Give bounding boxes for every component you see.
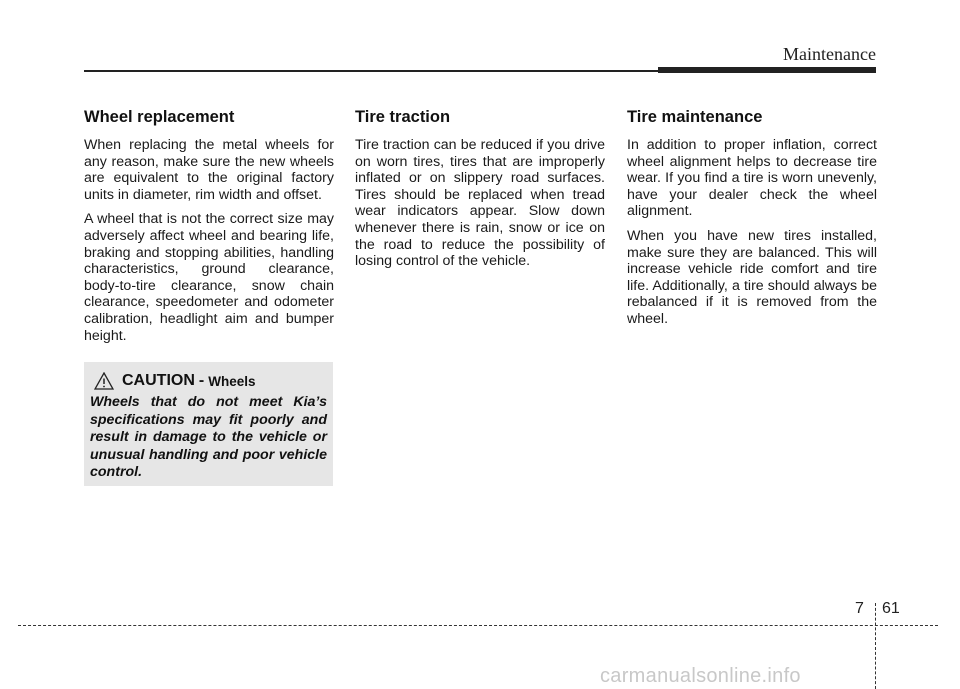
header-rule-accent (658, 67, 876, 73)
caution-box (84, 362, 333, 486)
tire-traction-heading: Tire traction (355, 108, 451, 126)
watermark: carmanualsonline.info (600, 665, 801, 687)
tire-maintenance-heading: Tire maintenance (627, 108, 763, 126)
wheel-replacement-heading: Wheel replacement (84, 108, 235, 126)
caution-subject: Wheels (208, 373, 256, 389)
tire-maintenance-paragraph: When you have new tires installed, make sure they are balanced. This will increase vehicle ride comfort and tire life. Additionally, a tire should always be rebalanced if it is removed from the wheel. (627, 227, 877, 327)
page-section-title: Maintenance (783, 44, 876, 64)
tire-traction-paragraph: Tire traction can be reduced if you drive on worn tires, tires that are improperly inflated or on slippery road surfaces. Tires should be replaced when tread wear indicators appear. Slow down whenever there is rain, snow or ice on the road to reduce the possibility of losing control of the vehicle. (355, 137, 605, 270)
caution-separator: - (198, 372, 205, 389)
warning-triangle-icon (94, 372, 114, 390)
tire-maintenance-paragraph: In addition to proper inflation, correct wheel alignment helps to decrease tire wear. If you find a tire is worn unevenly, have your dealer check the wheel alignment. (627, 137, 877, 220)
caution-label: CAUTION (122, 372, 195, 389)
column-wheel-replacement (84, 108, 334, 352)
footer-divider (875, 603, 876, 689)
chapter-number: 7 (855, 600, 864, 617)
wheel-replacement-paragraph: When replacing the metal wheels for any reason, make sure the new wheels are equivalent to the original factory units in diameter, rim width and offset. (84, 137, 334, 203)
column-tire-maintenance (627, 108, 877, 336)
caution-text: Wheels that do not meet Kia’s specifications may fit poorly and result in damage to the vehicle or unusual handling and poor vehicle control. (90, 394, 327, 480)
caution-header (94, 372, 327, 390)
page-number: 61 (882, 600, 900, 617)
footer-rule (18, 625, 938, 626)
column-tire-traction (355, 108, 605, 278)
wheel-replacement-paragraph: A wheel that is not the correct size may adversely affect wheel and bearing life, braking and stopping abilities, handling characteristics, ground clearance, body-to-tire clearance, snow chain clearance, speedometer and odometer calibration, headlight aim and bumper height. (84, 211, 334, 344)
header-rule (84, 70, 684, 72)
